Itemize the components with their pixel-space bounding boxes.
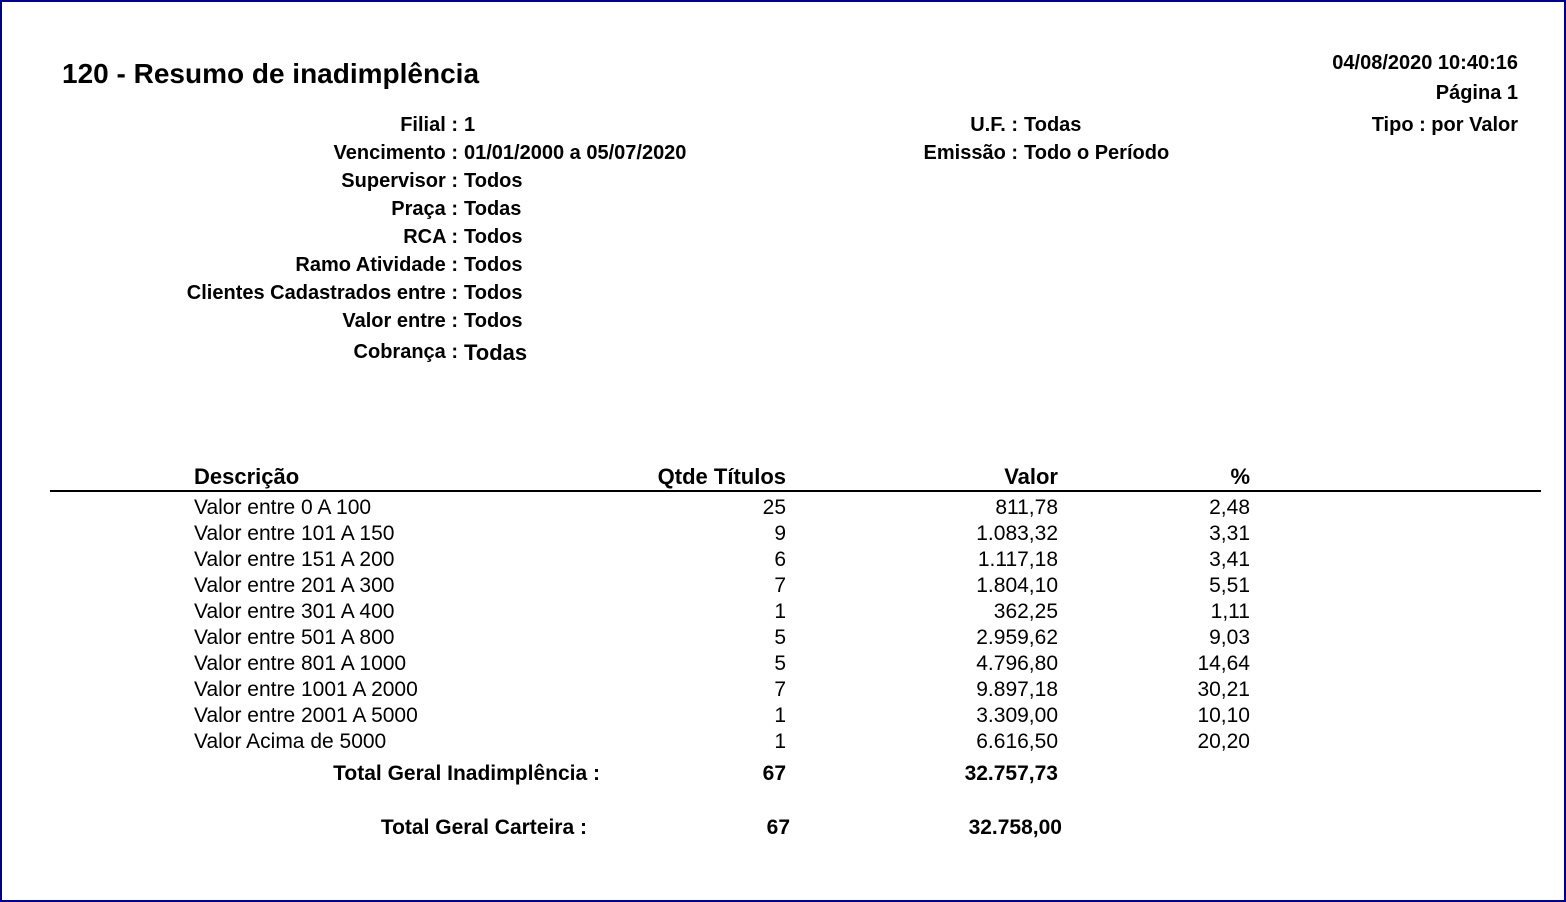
cell-descricao: Valor entre 1001 A 2000 xyxy=(194,678,418,701)
cell-qtde: 5 xyxy=(774,626,786,649)
cell-qtde: 25 xyxy=(762,496,786,519)
cell-pct: 3,41 xyxy=(1209,548,1250,571)
cell-pct: 2,48 xyxy=(1209,496,1250,519)
cell-qtde: 7 xyxy=(774,574,786,597)
table-row xyxy=(0,496,1566,522)
cell-valor: 9.897,18 xyxy=(976,678,1058,701)
cell-descricao: Valor entre 501 A 800 xyxy=(194,626,395,649)
total-inadimplencia-label: Total Geral Inadimplência : xyxy=(333,762,600,785)
column-header-valor: Valor xyxy=(1004,464,1058,489)
total-carteira-label: Total Geral Carteira : xyxy=(380,816,587,839)
cell-descricao: Valor entre 0 A 100 xyxy=(194,496,372,519)
filter-value-clientes: Todos xyxy=(464,282,523,304)
filter-value-valor: Todos xyxy=(464,310,523,332)
table-row xyxy=(0,574,1566,600)
report-type: Tipo : por Valor xyxy=(1371,114,1518,136)
cell-qtde: 1 xyxy=(774,600,786,623)
filter-label-rca: RCA : xyxy=(403,226,458,248)
filter-label-valor: Valor entre : xyxy=(342,310,458,332)
cell-valor: 811,78 xyxy=(995,496,1058,519)
filter-label-vencimento: Vencimento : xyxy=(333,142,458,164)
cell-descricao: Valor entre 2001 A 5000 xyxy=(194,704,418,727)
cell-descricao: Valor entre 801 A 1000 xyxy=(194,652,407,675)
header-rule xyxy=(50,490,1541,492)
total-inadimplencia-row xyxy=(0,762,1566,788)
filter-value-praca: Todas xyxy=(464,198,522,220)
filter-label-praca: Praça : xyxy=(391,198,458,220)
filter-label-cobranca: Cobrança : xyxy=(353,341,458,363)
cell-descricao: Valor entre 101 A 150 xyxy=(194,522,395,545)
cell-pct: 1,11 xyxy=(1210,600,1250,623)
total-carteira-row xyxy=(0,816,1566,842)
cell-pct: 20,20 xyxy=(1197,730,1250,753)
cell-descricao: Valor entre 301 A 400 xyxy=(194,600,395,623)
cell-qtde: 1 xyxy=(774,730,786,753)
cell-descricao: Valor entre 151 A 200 xyxy=(194,548,395,571)
table-row xyxy=(0,678,1566,704)
cell-pct: 10,10 xyxy=(1197,704,1250,727)
filter-label-clientes: Clientes Cadastrados entre : xyxy=(186,282,458,304)
filter-label-emissao: Emissão : xyxy=(923,142,1018,164)
filter-label-supervisor: Supervisor : xyxy=(341,170,458,192)
table-row xyxy=(0,626,1566,652)
cell-valor: 6.616,50 xyxy=(976,730,1058,753)
filter-label-filial: Filial : xyxy=(400,114,458,136)
cell-pct: 30,21 xyxy=(1197,678,1250,701)
cell-descricao: Valor entre 201 A 300 xyxy=(194,574,395,597)
filter-value-vencimento: 01/01/2000 a 05/07/2020 xyxy=(464,142,687,164)
cell-valor: 4.796,80 xyxy=(976,652,1058,675)
cell-pct: 3,31 xyxy=(1209,522,1250,545)
cell-pct: 5,51 xyxy=(1209,574,1250,597)
table-row xyxy=(0,600,1566,626)
cell-valor: 362,25 xyxy=(993,600,1058,623)
table-row xyxy=(0,652,1566,678)
filter-value-filial: 1 xyxy=(464,114,476,136)
table-row xyxy=(0,704,1566,730)
cell-valor: 1.117,18 xyxy=(977,548,1058,571)
cell-descricao: Valor Acima de 5000 xyxy=(194,730,387,753)
cell-valor: 2.959,62 xyxy=(976,626,1058,649)
filter-label-uf: U.F. : xyxy=(970,114,1018,136)
filter-value-uf: Todas xyxy=(1024,114,1082,136)
table-row xyxy=(0,522,1566,548)
report-datetime: 04/08/2020 10:40:16 xyxy=(1332,52,1518,74)
cell-qtde: 1 xyxy=(774,704,786,727)
table-row xyxy=(0,548,1566,574)
total-carteira-qtde: 67 xyxy=(766,816,790,839)
cell-qtde: 5 xyxy=(774,652,786,675)
cell-valor: 1.804,10 xyxy=(976,574,1058,597)
filter-label-ramo: Ramo Atividade : xyxy=(295,254,458,276)
table-row xyxy=(0,730,1566,756)
filter-value-emissao: Todo o Período xyxy=(1024,142,1170,164)
filter-value-cobranca: Todas xyxy=(464,340,528,365)
cell-valor: 1.083,32 xyxy=(976,522,1058,545)
column-header-descricao: Descrição xyxy=(194,464,300,489)
cell-qtde: 9 xyxy=(774,522,786,545)
column-header-pct: % xyxy=(1230,464,1250,489)
total-carteira-valor: 32.758,00 xyxy=(968,816,1062,839)
column-header-qtde: Qtde Títulos xyxy=(657,464,786,489)
cell-pct: 9,03 xyxy=(1209,626,1250,649)
total-inadimplencia-valor: 32.757,73 xyxy=(964,762,1058,785)
filter-value-supervisor: Todos xyxy=(464,170,523,192)
total-inadimplencia-qtde: 67 xyxy=(762,762,786,785)
page-number: Página 1 xyxy=(1435,82,1518,104)
filter-value-rca: Todos xyxy=(464,226,523,248)
cell-qtde: 6 xyxy=(774,548,786,571)
filter-value-ramo: Todos xyxy=(464,254,523,276)
cell-pct: 14,64 xyxy=(1197,652,1250,675)
cell-qtde: 7 xyxy=(774,678,786,701)
report-title: 120 - Resumo de inadimplência xyxy=(62,58,480,89)
cell-valor: 3.309,00 xyxy=(976,704,1058,727)
